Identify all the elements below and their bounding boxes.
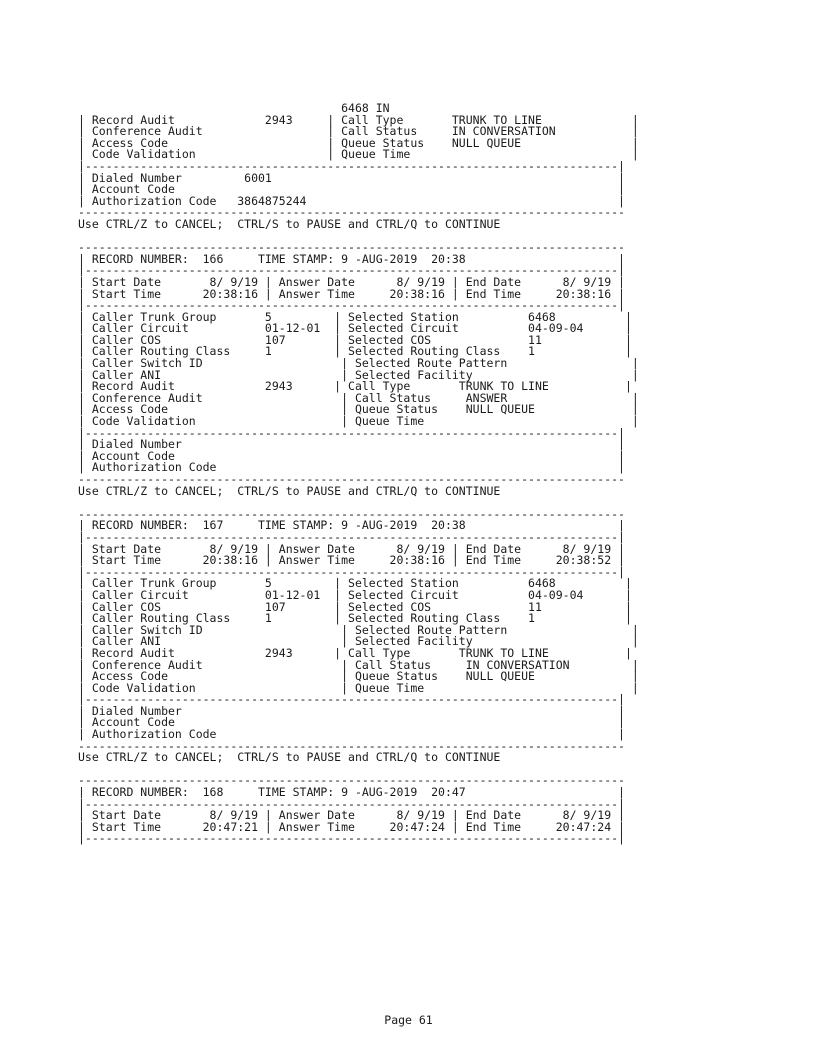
printout-line: | Conference Audit | Call Status IN CONVERSATION | xyxy=(78,124,639,139)
printout-line: Use CTRL/Z to CANCEL; CTRL/S to PAUSE and CTRL/Q to CONTINUE xyxy=(78,750,501,765)
printout-line: | Caller Circuit 01-12-01 | Selected Circuit 04-09-04 | xyxy=(78,321,632,336)
printout-line: | Code Validation | Queue Time | xyxy=(78,147,639,162)
printout-line: | Access Code | Queue Status NULL QUEUE | xyxy=(78,402,639,417)
page-number: Page 61 xyxy=(384,1013,433,1027)
printout-line: |-----------------------------------------------------------------------------| xyxy=(78,158,625,173)
printout-line: | RECORD NUMBER: 168 TIME STAMP: 9 -AUG-2019 20:47 | xyxy=(78,785,625,800)
printout-line: | Account Code | xyxy=(78,182,625,197)
printout-line: Use CTRL/Z to CANCEL; CTRL/S to PAUSE and CTRL/Q to CONTINUE xyxy=(78,216,501,231)
printout-line: | Record Audit 2943 | Call Type TRUNK TO LINE | xyxy=(78,379,632,394)
printout-line: | RECORD NUMBER: 167 TIME STAMP: 9 -AUG-2019 20:38 | xyxy=(78,518,625,533)
printout-line: | Caller COS 107 | Selected COS 11 | xyxy=(78,599,632,614)
printout-line: | Caller Trunk Group 5 | Selected Station 6468 | xyxy=(78,576,632,591)
printout-line: | Conference Audit | Call Status ANSWER | xyxy=(78,390,639,405)
printout-line: |-----------------------------------------------------------------------------| xyxy=(78,831,625,846)
printout-line: | Dialed Number | xyxy=(78,437,625,452)
printout-line: | RECORD NUMBER: 166 TIME STAMP: 9 -AUG-2019 20:38 | xyxy=(78,251,625,266)
printout-line: | Caller Circuit 01-12-01 | Selected Circuit 04-09-04 | xyxy=(78,587,632,602)
printout-line: ------------------------------------------------------------------------------- xyxy=(78,738,625,753)
printout-line: ------------------------------------------------------------------------------- xyxy=(78,506,625,521)
printout-line: | Code Validation | Queue Time | xyxy=(78,414,639,429)
printout-lines xyxy=(78,103,639,845)
printout-line: | Start Time 20:38:16 | Answer Time 20:38:16 | End Time 20:38:16 | xyxy=(78,286,625,301)
printout-line: ------------------------------------------------------------------------------- xyxy=(78,240,625,255)
printout-line: | Authorization Code | xyxy=(78,460,625,475)
printout-line: | Caller ANI | Selected Facility | xyxy=(78,367,639,382)
printout-line: | Caller Routing Class 1 | Selected Routing Class 1 | xyxy=(78,344,632,359)
printout-line: | Account Code | xyxy=(78,715,625,730)
printout-line: | Start Date 8/ 9/19 | Answer Date 8/ 9/19 | End Date 8/ 9/19 | xyxy=(78,274,625,289)
printout-line: |-----------------------------------------------------------------------------| xyxy=(78,796,625,811)
printout-line: | Access Code | Queue Status NULL QUEUE | xyxy=(78,669,639,684)
printout-line: |-----------------------------------------------------------------------------| xyxy=(78,529,625,544)
printout-line: | Caller Switch ID | Selected Route Pattern | xyxy=(78,622,639,637)
printout-line: | Code Validation | Queue Time | xyxy=(78,680,639,695)
printout-line: | Start Time 20:47:21 | Answer Time 20:47:24 | End Time 20:47:24 | xyxy=(78,819,625,834)
printout-line: |-----------------------------------------------------------------------------| xyxy=(78,425,625,440)
printout-line: | Record Audit 2943 | Call Type TRUNK TO LINE | xyxy=(78,112,639,127)
printout-line: | Record Audit 2943 | Call Type TRUNK TO LINE | xyxy=(78,645,632,660)
printout-line: | Caller COS 107 | Selected COS 11 | xyxy=(78,332,632,347)
printout-line: | Conference Audit | Call Status IN CONVERSATION | xyxy=(78,657,639,672)
printout-line: | Access Code | Queue Status NULL QUEUE | xyxy=(78,135,639,150)
printout-line: |-----------------------------------------------------------------------------| xyxy=(78,564,625,579)
printout-line: | Account Code | xyxy=(78,448,625,463)
printout-line: | Caller ANI | Selected Facility | xyxy=(78,634,639,649)
printout-line: |-----------------------------------------------------------------------------| xyxy=(78,298,625,313)
printout-line: 6468 IN xyxy=(78,101,390,115)
printout-line: | Caller Routing Class 1 | Selected Routing Class 1 | xyxy=(78,611,632,626)
printout-line: ------------------------------------------------------------------------------- xyxy=(78,773,625,788)
printout-line: | Authorization Code | xyxy=(78,727,625,742)
printout-line: | Caller Trunk Group 5 | Selected Station 6468 | xyxy=(78,309,632,324)
printout-line: Use CTRL/Z to CANCEL; CTRL/S to PAUSE and CTRL/Q to CONTINUE xyxy=(78,483,501,498)
printout-line: | Start Date 8/ 9/19 | Answer Date 8/ 9/19 | End Date 8/ 9/19 | xyxy=(78,541,625,556)
printout-line: | Dialed Number | xyxy=(78,703,625,718)
printout-line: | Dialed Number 6001 | xyxy=(78,170,625,185)
printout-line: |-----------------------------------------------------------------------------| xyxy=(78,692,625,707)
printout-line: |-----------------------------------------------------------------------------| xyxy=(78,263,625,278)
printout-line: | Start Time 20:38:16 | Answer Time 20:38:16 | End Time 20:38:52 | xyxy=(78,553,625,568)
printout-line: ------------------------------------------------------------------------------- xyxy=(78,472,625,486)
printout-line: | Authorization Code 3864875244 | xyxy=(78,193,625,208)
printout-line: | Caller Switch ID | Selected Route Pattern | xyxy=(78,356,639,371)
terminal-printout xyxy=(78,103,639,845)
printout-line: ------------------------------------------------------------------------------- xyxy=(78,205,625,220)
printout-line: | Start Date 8/ 9/19 | Answer Date 8/ 9/19 | End Date 8/ 9/19 | xyxy=(78,808,625,823)
